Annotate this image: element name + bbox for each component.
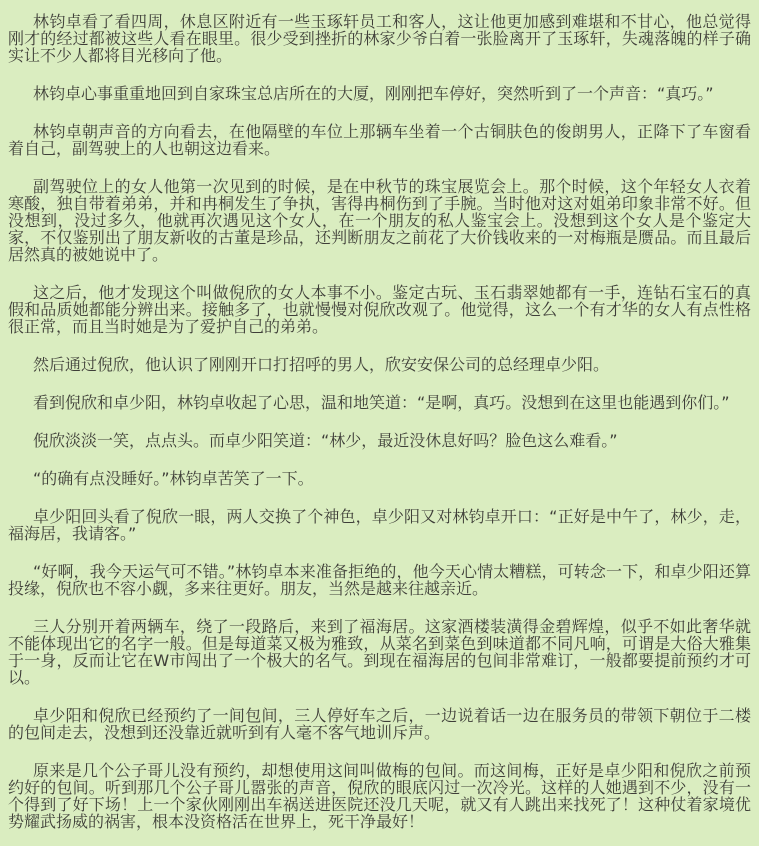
- novel-paragraph: 倪欣淡淡一笑，点点头。而卓少阳笑道：“林少，最近没休息好吗？脸色这么难看。”: [33, 431, 618, 450]
- novel-paragraph: 卓少阳和倪欣已经预约了一间包间，三人停好车之后，一边说着话一边在服务员的带领下朝位于二楼的包间走去，没想到还没靠近就听到有人毫不客气地训斥声。: [8, 706, 751, 742]
- novel-paragraph: 卓少阳回头看了倪欣一眼，两人交换了个神色，卓少阳又对林钧卓开口：“正好是中午了，林少，走，福海居，我请客。”: [8, 507, 751, 543]
- novel-paragraph: 林钧卓朝声音的方向看去，在他隔壁的车位上那辆车坐着一个古铜肤色的俊朗男人，正降下了车窗看着自己，副驾驶上的人也朝这边看来。: [8, 122, 751, 158]
- novel-paragraph: 原来是几个公子哥儿没有预约，却想使用这间叫做梅的包间。而这间梅，正好是卓少阳和倪欣之前预约好的包间。听到那几个公子哥儿嚣张的声音，倪欣的眼底闪过一次冷光。这样的人她遇到不少，没有一个得到了好下场！上一个家伙刚刚出车祸送进医院还没几天呢，就又有人跳出来找死了！这种仗着家境优势耀武扬威的祸害，根本没资格活在世界上，死干净最好！: [8, 761, 751, 831]
- novel-paragraph: 副驾驶位上的女人他第一次见到的时候，是在中秋节的珠宝展览会上。那个时候，这个年轻女人衣着寒酸，独自带着弟弟，并和冉桐发生了争执，害得冉桐伤到了手腕。当时他对这对姐弟印象非常不好。但没想到，没过多久，他就再次遇见这个女人，在一个朋友的私人鉴宝会上。没想到这个女人是个鉴定大家，不仅鉴别出了朋友新收的古董是珍品，还判断朋友之前花了大价钱收来的一对梅瓶是赝品。而且最后居然真的被她说中了。: [8, 177, 751, 264]
- novel-paragraph: 这之后，他才发现这个叫做倪欣的女人本事不小。鉴定古玩、玉石翡翠她都有一手，连钻石宝石的真假和品质她都能分辨出来。接触多了，也就慢慢对倪欣改观了。他觉得，这么一个有才华的女人有点性格很正常，而且当时她是为了爱护自己的弟弟。: [8, 283, 751, 336]
- novel-paragraph: 三人分别开着两辆车，绕了一段路后，来到了福海居。这家酒楼装潢得金碧辉煌，似乎不如此奢华就不能体现出它的名字一般。但是每道菜又极为雅致，从菜名到菜色到味道都不同凡响，可谓是大俗大雅集于一身，反而让它在W市闯出了一个极大的名气。到现在福海居的包间非常难订，一般都要提前预约才可以。: [8, 617, 751, 687]
- novel-paragraph: 林钧卓看了看四周，休息区附近有一些玉琢轩员工和客人，这让他更加感到难堪和不甘心，他总觉得刚才的经过都被这些人看在眼里。很少受到挫折的林家少爷白着一张脸离开了玉琢轩，失魂落魄的样子确实让不少人都将目光移向了他。: [8, 12, 751, 65]
- novel-paragraph: 然后通过倪欣，他认识了刚刚开口打招呼的男人，欣安安保公司的总经理卓少阳。: [33, 355, 610, 374]
- novel-paragraph: “好啊，我今天运气可不错。”林钧卓本来准备拒绝的，他今天心情太糟糕，可转念一下，和卓少阳还算投缘，倪欣也不容小觑，多来往更好。朋友，当然是越来往越亲近。: [8, 562, 751, 598]
- novel-paragraph: 林钧卓心事重重地回到自家珠宝总店所在的大厦，刚刚把车停好，突然听到了一个声音：“真巧。”: [33, 84, 714, 103]
- novel-paragraph: 看到倪欣和卓少阳，林钧卓收起了心思，温和地笑道：“是啊，真巧。没想到在这里也能遇到你们。”: [33, 393, 730, 412]
- novel-paragraph: “的确有点没睡好。”林钧卓苦笑了一下。: [33, 469, 314, 488]
